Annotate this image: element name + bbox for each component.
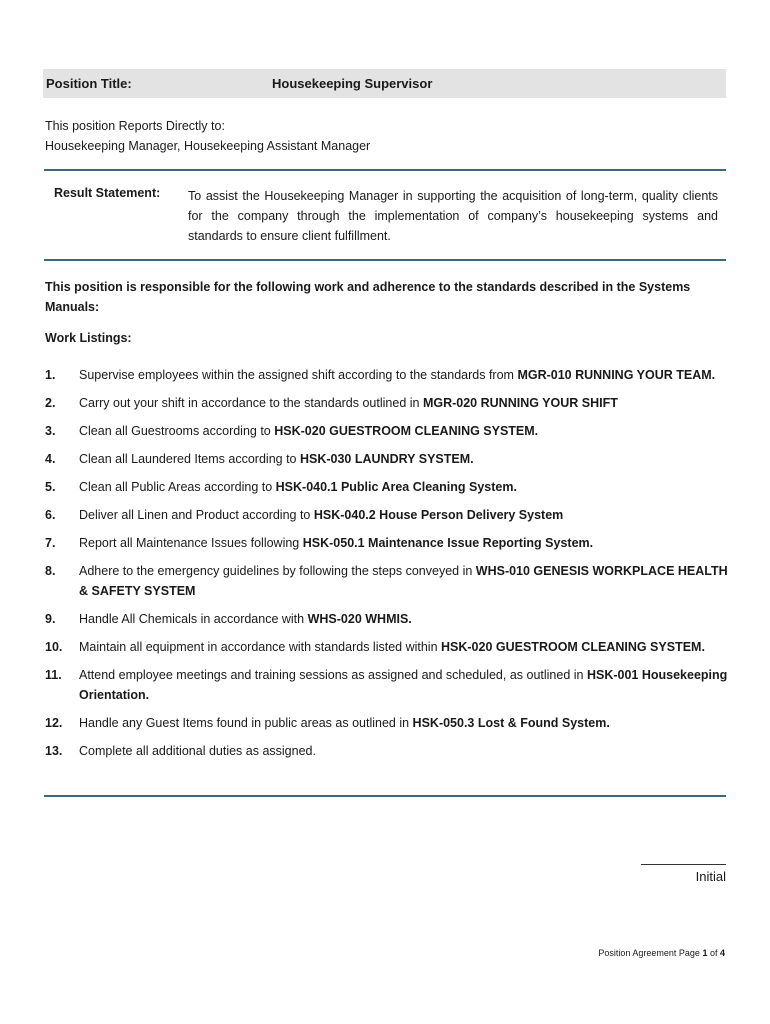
work-item-number: 8. [45, 564, 56, 578]
position-title-label: Position Title: [46, 76, 132, 91]
work-item-standard-reference: MGR-010 RUNNING YOUR TEAM. [517, 368, 716, 382]
work-list-item [45, 533, 735, 553]
work-item-text [79, 561, 729, 601]
work-item-text [79, 449, 729, 469]
work-item-standard-reference: HSK-050.3 Lost & Found System. [412, 716, 610, 730]
initial-signature-line [641, 864, 726, 865]
work-item-standard-reference: HSK-020 GUESTROOM CLEANING SYSTEM. [274, 424, 539, 438]
work-item-text [79, 609, 729, 629]
work-list-item [45, 505, 735, 525]
work-item-description: Clean all Guestrooms according to [79, 424, 275, 438]
work-item-description: Handle any Guest Items found in public areas as outlined in [79, 716, 413, 730]
work-item-number: 1. [45, 368, 56, 382]
work-listings-heading: Work Listings: [45, 331, 132, 345]
position-title-bar [43, 69, 726, 98]
work-item-number: 10. [45, 640, 63, 654]
work-list-item [45, 713, 735, 733]
work-item-description: Attend employee meetings and training sessions as assigned and scheduled, as outlined in [79, 668, 587, 682]
divider-middle [44, 259, 726, 261]
work-item-text [79, 505, 729, 525]
work-item-description: Adhere to the emergency guidelines by following the steps conveyed in [79, 564, 476, 578]
work-item-text [79, 665, 729, 705]
work-item-standard-reference: HSK-040.2 House Person Delivery System [313, 508, 564, 522]
work-listings [45, 365, 735, 769]
work-item-standard-reference: HSK-030 LAUNDRY SYSTEM. [299, 452, 474, 466]
work-list-item [45, 421, 735, 441]
work-item-standard-reference: HSK-050.1 Maintenance Issue Reporting System. [302, 536, 594, 550]
work-item-number: 13. [45, 744, 63, 758]
work-item-number: 7. [45, 536, 56, 550]
footer-page-number: 1 [702, 948, 708, 958]
work-item-text [79, 713, 729, 733]
work-list-item [45, 477, 735, 497]
work-item-text [79, 365, 729, 385]
work-item-description: Handle All Chemicals in accordance with [79, 612, 308, 626]
work-item-standard-reference: HSK-020 GUESTROOM CLEANING SYSTEM. [441, 640, 705, 654]
work-item-number: 4. [45, 452, 56, 466]
work-item-text [79, 533, 729, 553]
reports-to-value: Housekeeping Manager, Housekeeping Assistant Manager [45, 139, 371, 153]
result-statement-text: To assist the Housekeeping Manager in supporting the acquisition of long-term, quality clients for the company through the implementation of company’s housekeeping systems and standards to ensure client fulfillment. [188, 189, 718, 243]
work-item-number: 11. [45, 668, 62, 682]
work-item-description: Deliver all Linen and Product according to [79, 508, 314, 522]
reports-to-label: This position Reports Directly to: [45, 119, 225, 133]
footer-page-total: 4 [719, 948, 725, 958]
footer-prefix: Position Agreement Page [598, 948, 703, 958]
divider-top [44, 169, 726, 171]
work-list-item [45, 637, 735, 657]
reports-to-section [45, 116, 370, 156]
work-item-standard-reference: WHS-020 WHMIS. [307, 612, 412, 626]
work-item-description: Carry out your shift in accordance to the standards outlined in [79, 396, 423, 410]
work-list-item [45, 393, 735, 413]
result-statement-label: Result Statement: [54, 186, 161, 200]
page-footer [598, 948, 725, 958]
work-list-item [45, 561, 735, 601]
work-item-text [79, 421, 729, 441]
responsibility-intro: This position is responsible for the following work and adherence to the standards described in the Systems Manuals: [45, 280, 691, 314]
work-list-item [45, 449, 735, 469]
work-item-number: 2. [45, 396, 56, 410]
work-item-description: Maintain all equipment in accordance with standards listed within [79, 640, 441, 654]
work-list-item [45, 665, 735, 705]
work-item-description: Report all Maintenance Issues following [79, 536, 303, 550]
work-item-standard-reference: WHS-010 GENESIS WORKPLACE HEALTH & SAFETY SYSTEM [79, 564, 728, 598]
work-list-item [45, 609, 735, 629]
divider-bottom [44, 795, 726, 797]
work-item-standard-reference: MGR-020 RUNNING YOUR SHIFT [422, 396, 618, 410]
work-item-text [79, 393, 729, 413]
work-item-text [79, 741, 729, 761]
work-list-item [45, 741, 735, 761]
work-item-description: Clean all Public Areas according to [79, 480, 276, 494]
work-item-text [79, 637, 729, 657]
work-item-description: Complete all additional duties as assigned. [79, 744, 316, 758]
work-item-standard-reference: HSK-001 Housekeeping Orientation. [79, 668, 728, 702]
work-item-number: 12. [45, 716, 63, 730]
work-item-number: 6. [45, 508, 56, 522]
work-item-number: 3. [45, 424, 56, 438]
initial-label: Initial [695, 869, 726, 884]
work-item-description: Supervise employees within the assigned shift according to the standards from [79, 368, 518, 382]
position-title-value: Housekeeping Supervisor [272, 76, 433, 91]
work-item-standard-reference: HSK-040.1 Public Area Cleaning System. [275, 480, 517, 494]
work-list-item [45, 365, 735, 385]
work-item-text [79, 477, 729, 497]
work-item-number: 5. [45, 480, 56, 494]
work-item-description: Clean all Laundered Items according to [79, 452, 300, 466]
work-item-number: 9. [45, 612, 56, 626]
footer-of: of [707, 948, 720, 958]
